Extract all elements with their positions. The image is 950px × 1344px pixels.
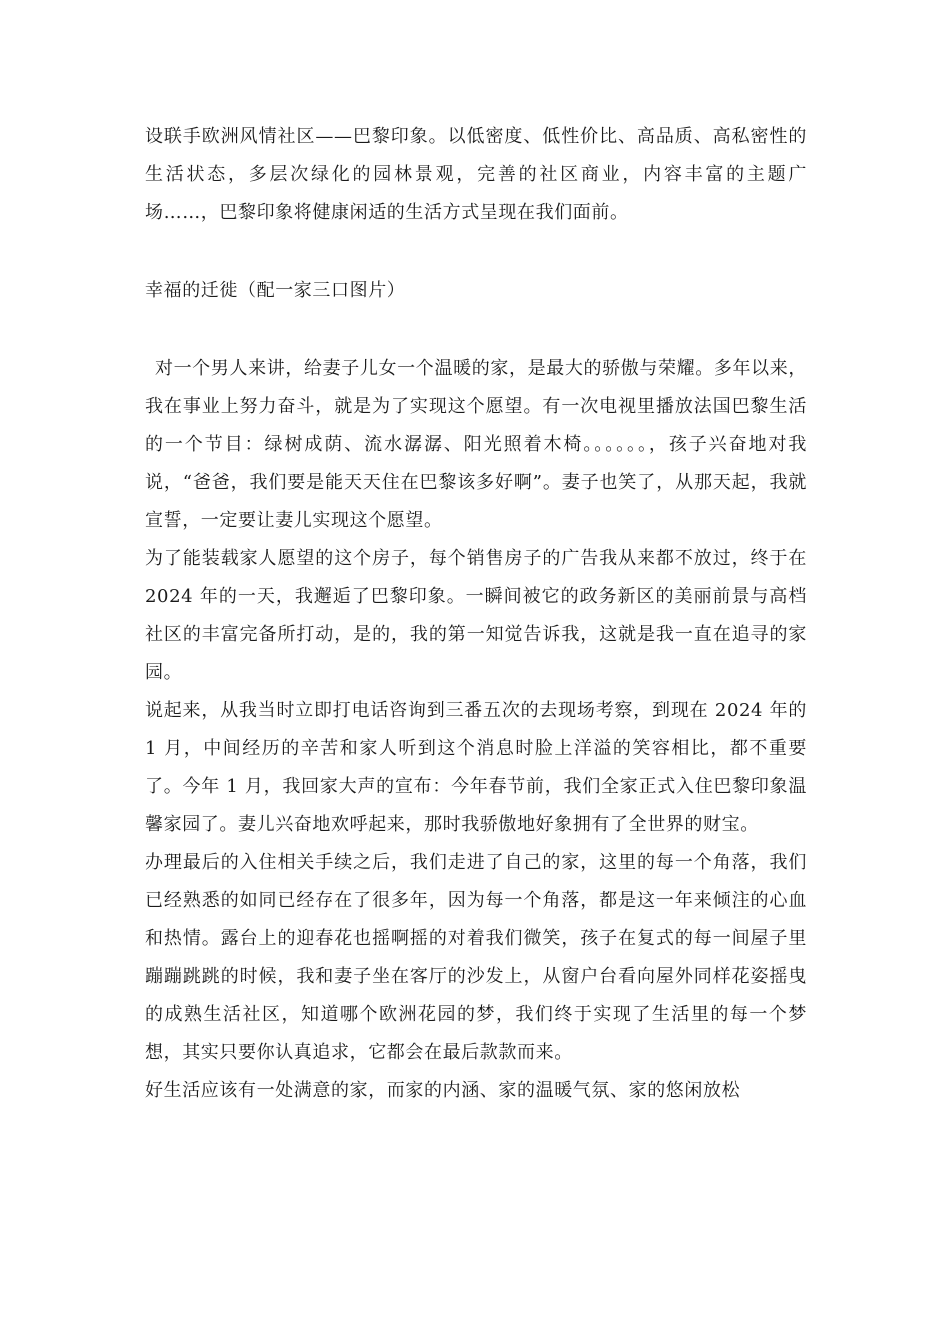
paragraph-story-opening: 对一个男人来讲，给妻子儿女一个温暖的家，是最大的骄傲与荣耀。多年以来，我在事业上努力奋斗，就是为了实现这个愿望。有一次电视里播放法国巴黎生活的一个节目：绿树成荫、流水潺潺、阳光照着木椅。。。。。。，孩子兴奋地对我说，“爸爸，我们要是能天天住在巴黎该多好啊”。妻子也笑了，从那天起，我就宣誓，一定要让妻儿实现这个愿望。 [145,358,807,531]
paragraph-house-search: 为了能装载家人愿望的这个房子，每个销售房子的广告我从来都不放过，终于在 2024 年的一天，我邂逅了巴黎印象。一瞬间被它的政务新区的美丽前景与高档社区的丰富完备所打动，是的，我的第一知觉告诉我，这就是我一直在追寻的家园。 [145,548,807,683]
document-body [145,118,807,1110]
paragraph-move-in-announcement: 说起来，从我当时立即打电话咨询到三番五次的去现场考察，到现在 2024 年的 1 月，中间经历的辛苦和家人听到这个消息时脸上洋溢的笑容相比，都不重要了。今年 1 月，我回家大声的宣布：今年春节前，我们全家正式入住巴黎印象温馨家园了。妻儿兴奋地欢呼起来，那时我骄傲地好象拥有了全世界的财宝。 [145,700,807,835]
paragraph-new-home: 办理最后的入住相关手续之后，我们走进了自己的家，这里的每一个角落，我们已经熟悉的如同已经存在了很多年，因为每一个角落，都是这一年来倾注的心血和热情。露台上的迎春花也摇啊摇的对着我们微笑，孩子在复式的每一间屋子里蹦蹦跳跳的时候，我和妻子坐在客厅的沙发上，从窗户台看向屋外同样花姿摇曳的成熟生活社区，知道哪个欧洲花园的梦，我们终于实现了生活里的每一个梦想，其实只要你认真追求，它都会在最后款款而来。 [145,852,807,1063]
paragraph-intro: 设联手欧洲风情社区——巴黎印象。以低密度、低性价比、高品质、高私密性的生活状态，多层次绿化的园林景观，完善的社区商业，内容丰富的主题广场……，巴黎印象将健康闲适的生活方式呈现在我们面前。 [145,126,807,223]
paragraph-closing: 好生活应该有一处满意的家，而家的内涵、家的温暖气氛、家的悠闲放松 [145,1080,741,1101]
section-heading: 幸福的迁徙（配一家三口图片） [145,280,406,301]
